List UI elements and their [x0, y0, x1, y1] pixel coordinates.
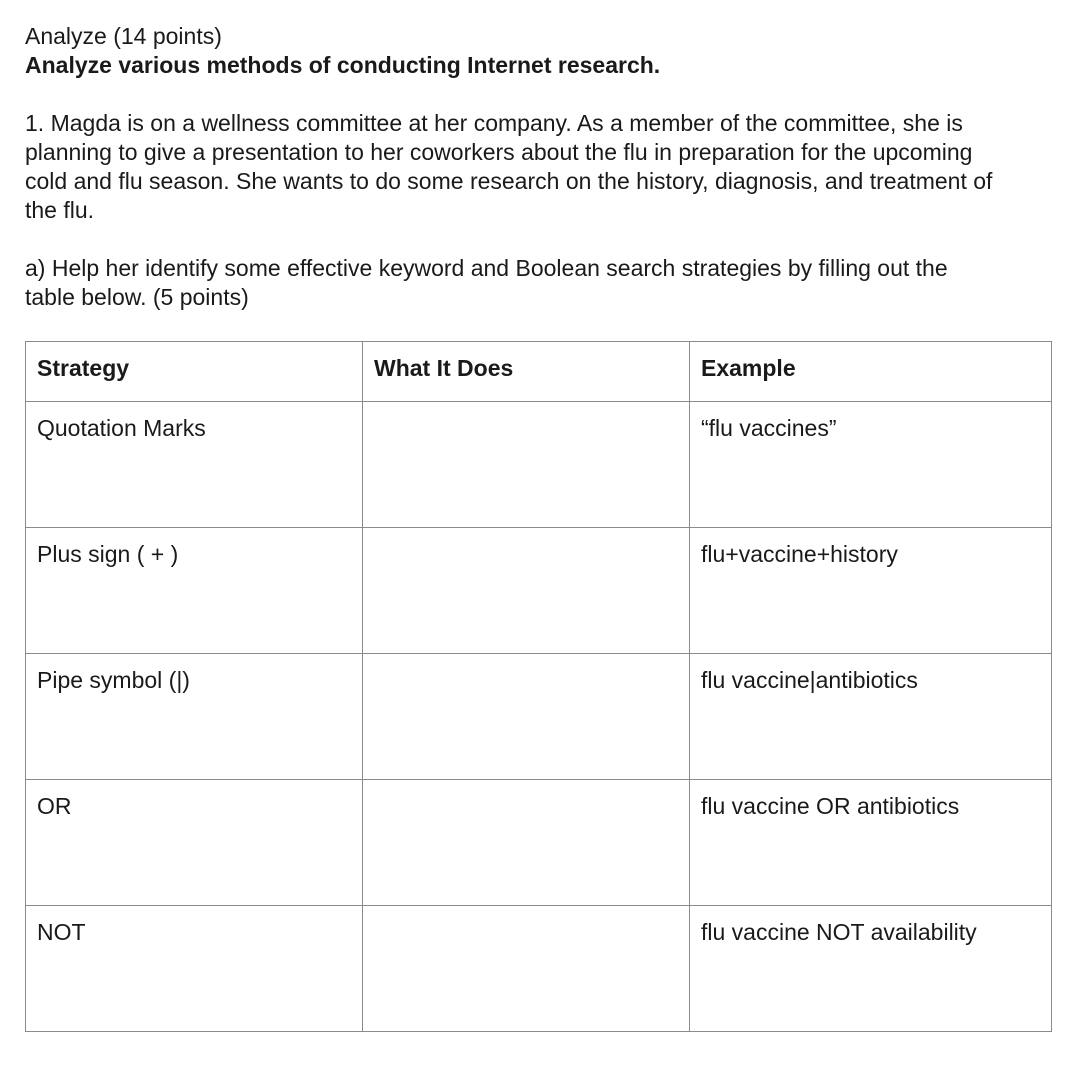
strategy-cell: NOT [26, 906, 363, 1032]
what-it-does-cell[interactable] [363, 528, 690, 654]
what-it-does-cell[interactable] [363, 780, 690, 906]
search-strategy-table [25, 341, 1052, 1032]
header-strategy: Strategy [26, 342, 363, 402]
document-page [25, 22, 1055, 312]
strategy-cell: Pipe symbol (|) [26, 654, 363, 780]
example-cell: “flu vaccines” [690, 402, 1052, 528]
what-it-does-cell[interactable] [363, 402, 690, 528]
example-cell: flu vaccine|antibiotics [690, 654, 1052, 780]
question-line: 1. Magda is on a wellness committee at her company. As a member of the committee, she is [25, 110, 963, 136]
strategy-cell: Quotation Marks [26, 402, 363, 528]
section-objective: Analyze various methods of conducting Internet research. [25, 52, 661, 78]
header-example: Example [690, 342, 1052, 402]
part-a-instructions [25, 254, 1055, 312]
example-cell: flu vaccine OR antibiotics [690, 780, 1052, 906]
table-row [26, 528, 1052, 654]
example-cell: flu+vaccine+history [690, 528, 1052, 654]
table-row [26, 654, 1052, 780]
question-line: planning to give a presentation to her coworkers about the flu in preparation for the upcoming [25, 139, 973, 165]
table-row [26, 780, 1052, 906]
question-line: the flu. [25, 197, 95, 223]
strategy-cell: Plus sign ( + ) [26, 528, 363, 654]
strategy-cell: OR [26, 780, 363, 906]
instruction-line: table below. (5 points) [25, 284, 249, 310]
question-line: cold and flu season. She wants to do some research on the history, diagnosis, and treatment of [25, 168, 993, 194]
section-title: Analyze (14 points) [25, 23, 222, 49]
what-it-does-cell[interactable] [363, 654, 690, 780]
table-header-row [26, 342, 1052, 402]
table-row [26, 906, 1052, 1032]
header-what-it-does: What It Does [363, 342, 690, 402]
question-paragraph [25, 109, 1055, 225]
what-it-does-cell[interactable] [363, 906, 690, 1032]
instruction-line: a) Help her identify some effective keyword and Boolean search strategies by filling out the [25, 255, 948, 281]
example-cell: flu vaccine NOT availability [690, 906, 1052, 1032]
table-row [26, 402, 1052, 528]
